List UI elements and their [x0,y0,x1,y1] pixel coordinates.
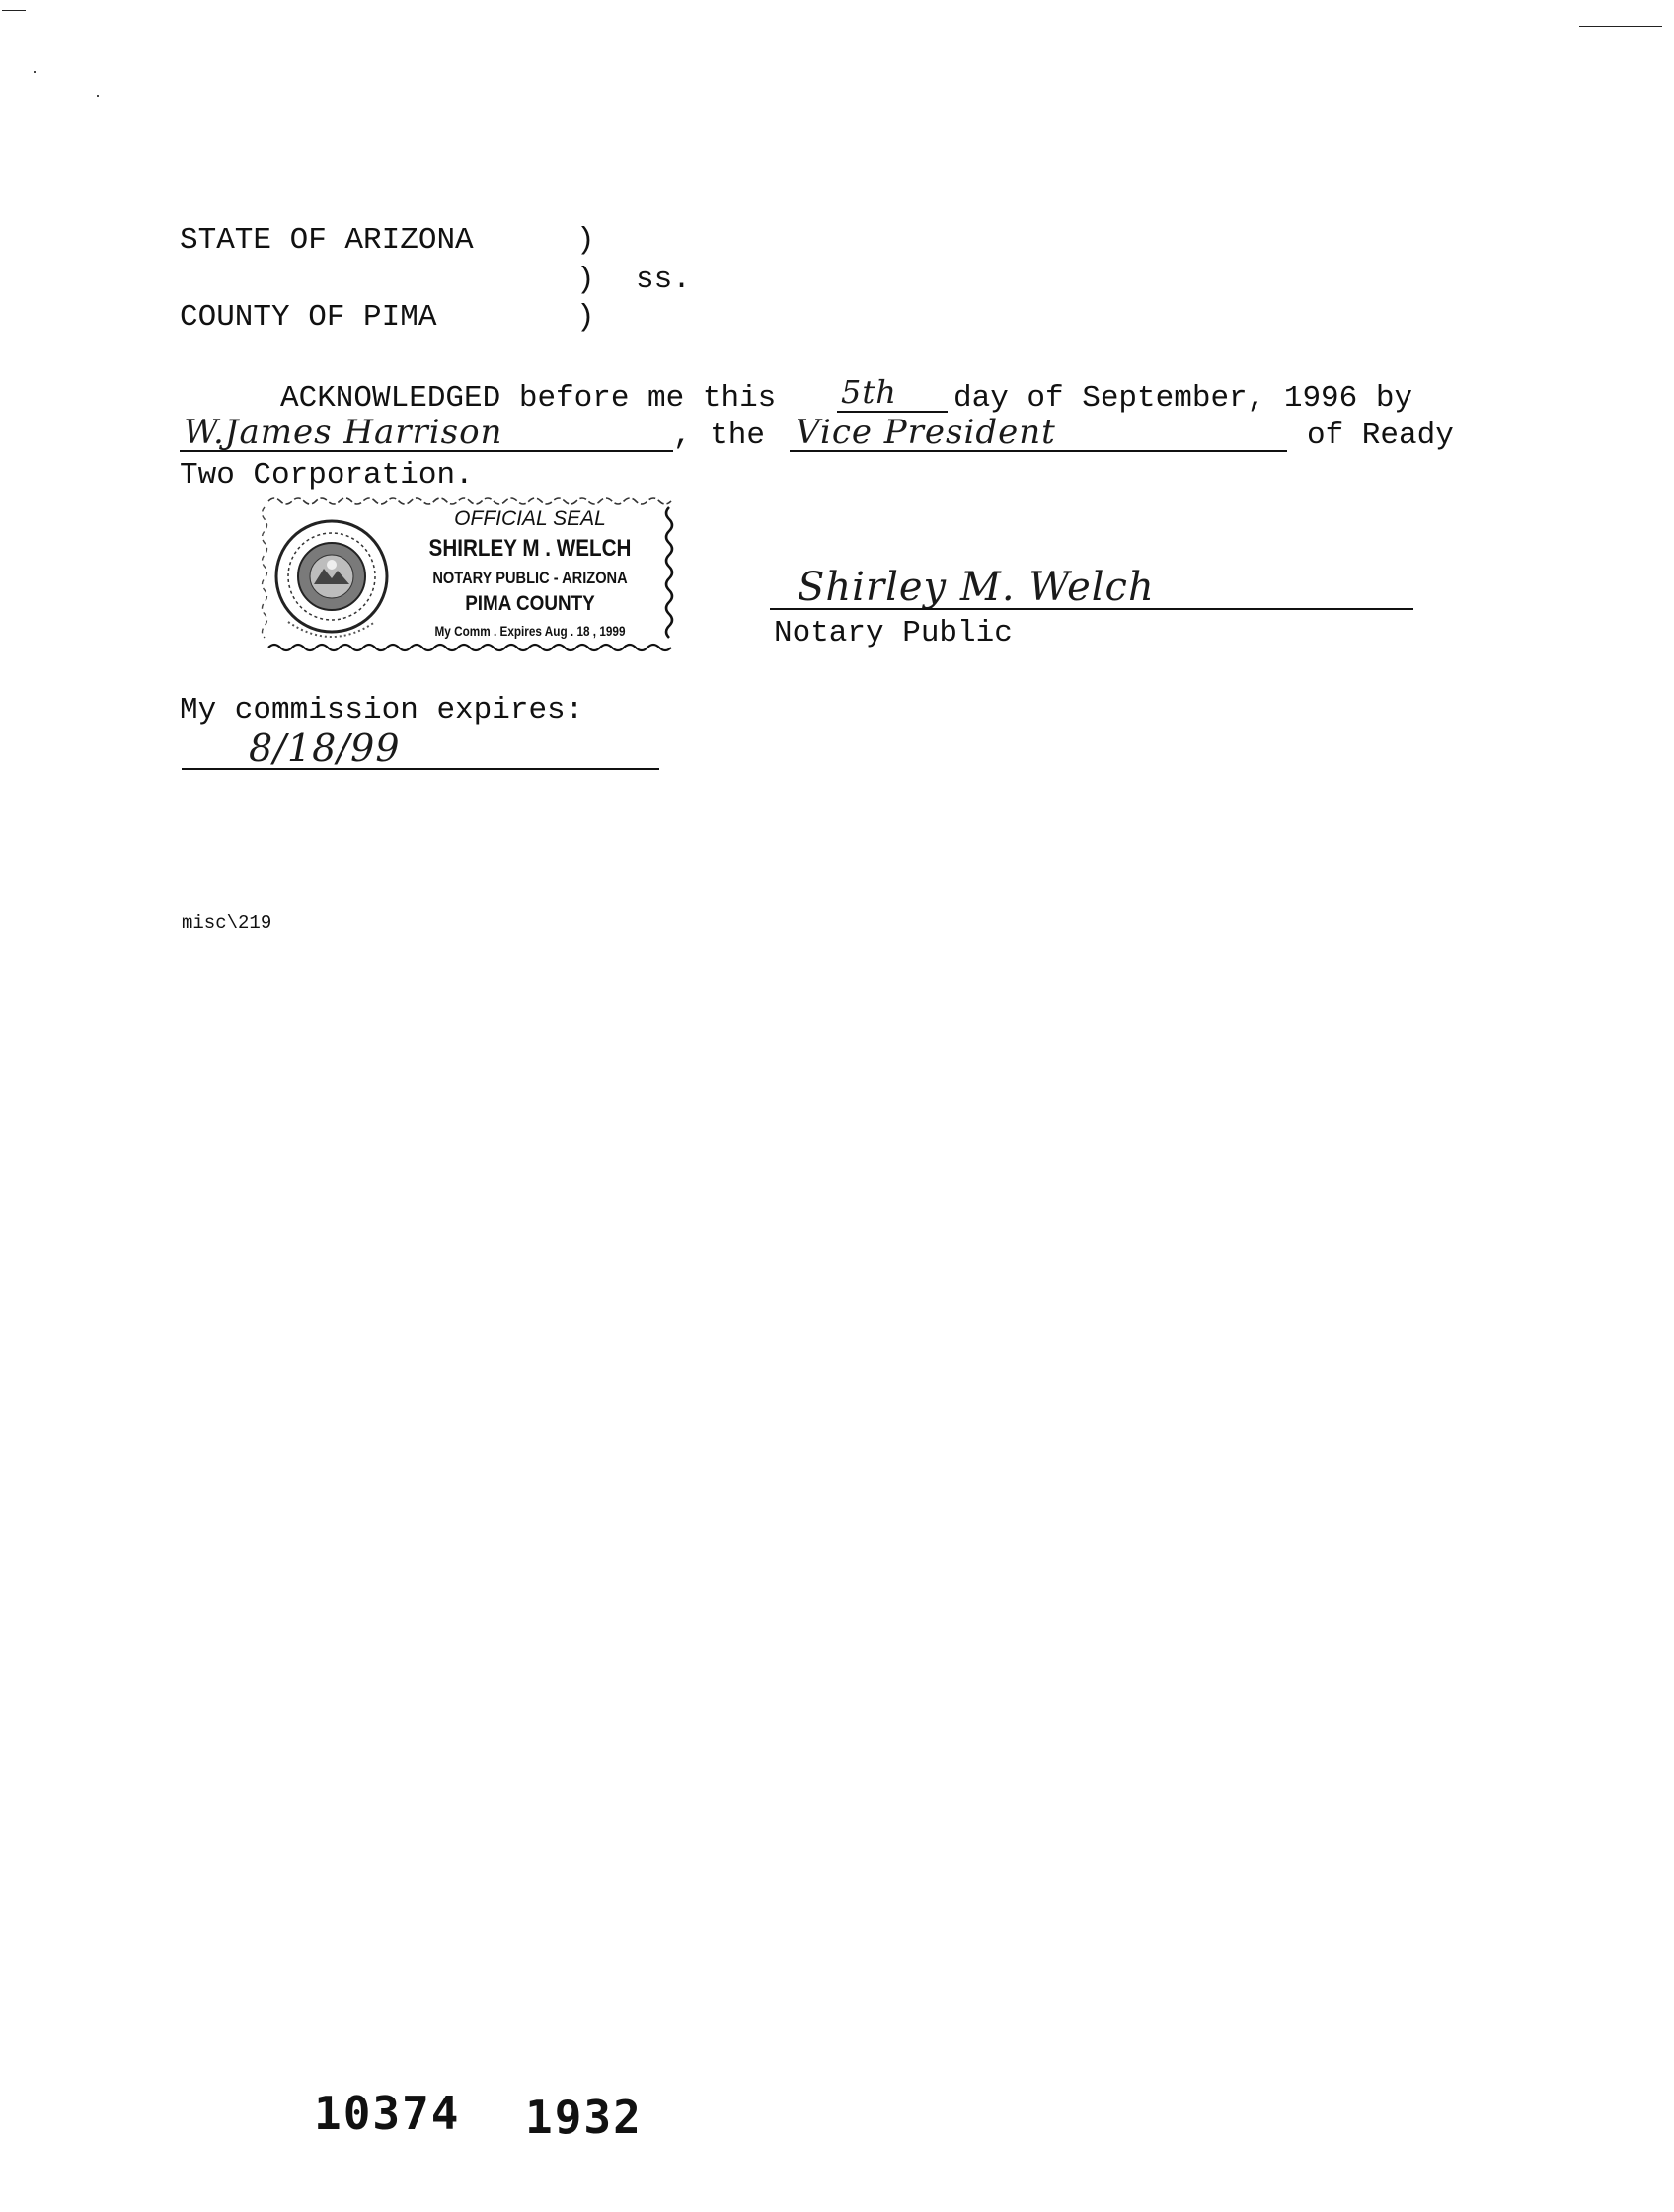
seal-county: PIMA COUNTY [465,592,595,615]
recording-number-left: 10374 [314,2087,461,2140]
ack-line1-suffix: day of September, 1996 by [953,381,1413,416]
ack-line3: Two Corporation. [180,458,474,493]
state-seal-emblem [276,521,387,637]
ack-signer-handwritten: W.James Harrison [184,413,503,452]
speck [97,95,99,97]
commission-label: My commission expires: [180,693,584,727]
venue-ss: ss. [636,263,691,297]
seal-role: NOTARY PUBLIC - ARIZONA [432,569,628,587]
venue-paren-3: ) [576,300,595,335]
ack-title-underline [790,450,1287,452]
speck [34,71,36,73]
file-reference: misc\219 [182,912,272,934]
seal-notary-name: SHIRLEY M . WELCH [428,535,632,562]
notary-label: Notary Public [774,616,1013,650]
venue-paren-1: ) [576,223,595,258]
ack-comma-the: , the [673,419,766,453]
venue-paren-2: ) [576,263,595,297]
notary-signature-line [770,608,1413,610]
official-seal-stamp [259,494,677,655]
ack-signer-underline [180,450,673,452]
venue-county: COUNTY OF PIMA [180,300,437,335]
notary-signature: Shirley M. Welch [798,565,1155,610]
recording-number-right: 1932 [525,2091,643,2144]
commission-date-line [182,768,659,770]
corner-mark-right [1579,26,1662,27]
ack-title-handwritten: Vice President [796,413,1056,452]
ack-day-handwritten: 5th [841,373,897,411]
seal-title: OFFICIAL SEAL [454,507,606,530]
ack-of-ready: of Ready [1307,419,1454,453]
venue-state: STATE OF ARIZONA [180,223,474,258]
commission-date-handwritten: 8/18/99 [249,726,401,770]
seal-expiry: My Comm . Expires Aug . 18 , 1999 [434,623,626,639]
corner-mark-left [2,10,26,11]
ack-line1-prefix: ACKNOWLEDGED before me this [280,381,777,416]
